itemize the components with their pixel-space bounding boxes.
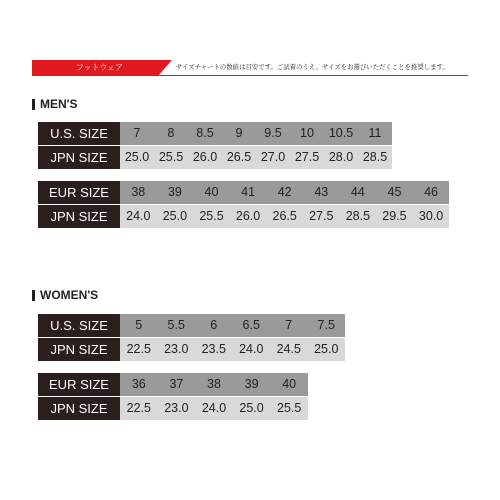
size-cell: 25.5 — [158, 150, 184, 164]
womens-label: WOMEN'S — [40, 288, 99, 302]
womens-section-title — [32, 288, 98, 302]
size-cell: 37 — [169, 377, 184, 391]
size-cell: 25.0 — [239, 401, 264, 415]
row-values — [120, 397, 308, 420]
size-disclaimer: サイズチャートの数値は目安です。ご試着のうえ、サイズをお選びいただくことを推奨します。 — [176, 63, 449, 71]
size-cell: 5 — [135, 318, 143, 332]
mens-label: MEN'S — [40, 97, 78, 111]
size-row — [38, 314, 345, 337]
size-cell: 26.5 — [226, 150, 252, 164]
size-cell: 29.5 — [382, 209, 407, 223]
size-cell: 39 — [244, 377, 259, 391]
size-cell: 27.5 — [309, 209, 334, 223]
row-values — [120, 314, 345, 337]
size-cell: 25.0 — [314, 342, 339, 356]
row-values — [120, 338, 345, 361]
row-header: U.S. SIZE — [38, 314, 120, 337]
row-header: EUR SIZE — [38, 181, 120, 204]
size-cell: 26.0 — [235, 209, 261, 223]
size-cell: 25.0 — [162, 209, 188, 223]
mens-section-title — [32, 97, 78, 111]
size-cell: 26.5 — [272, 209, 297, 223]
category-header — [32, 60, 468, 76]
row-header: JPN SIZE — [38, 146, 120, 169]
size-cell: 26.0 — [192, 150, 218, 164]
womens-us-size-table — [38, 314, 345, 361]
size-cell: 44 — [350, 185, 365, 199]
size-cell: 8 — [167, 126, 175, 140]
size-cell: 23.0 — [164, 401, 189, 415]
size-cell: 24.0 — [201, 401, 227, 415]
size-cell: 25.5 — [277, 401, 302, 415]
size-cell: 10.5 — [328, 126, 354, 140]
size-cell: 42 — [277, 185, 292, 199]
size-cell: 9.5 — [264, 126, 282, 140]
size-cell: 43 — [314, 185, 329, 199]
size-cell: 10 — [300, 126, 314, 140]
size-cell: 11 — [368, 126, 382, 140]
size-cell: 30.0 — [418, 209, 444, 223]
size-cell: 23.5 — [201, 342, 226, 356]
size-cell: 46 — [424, 185, 438, 199]
size-row — [38, 146, 392, 169]
size-cell: 27.5 — [294, 150, 320, 164]
size-cell: 45 — [387, 185, 402, 199]
size-cell: 24.0 — [239, 342, 264, 356]
row-header: U.S. SIZE — [38, 122, 120, 145]
row-header: JPN SIZE — [38, 205, 120, 228]
size-cell: 22.5 — [126, 401, 151, 415]
row-values — [120, 122, 392, 145]
size-cell: 28.0 — [328, 150, 354, 164]
mens-us-size-table — [38, 122, 392, 169]
size-cell: 24.0 — [126, 209, 151, 223]
size-cell: 7.5 — [317, 318, 335, 332]
size-cell: 7 — [133, 126, 141, 140]
size-row — [38, 373, 308, 396]
section-marker — [32, 290, 35, 301]
size-row — [38, 205, 449, 228]
size-cell: 38 — [131, 185, 146, 199]
mens-eur-size-table — [38, 181, 449, 228]
size-cell: 7 — [285, 318, 293, 332]
size-row — [38, 397, 308, 420]
size-cell: 9 — [235, 126, 243, 140]
size-cell: 25.5 — [199, 209, 224, 223]
size-cell: 39 — [167, 185, 182, 199]
row-header: JPN SIZE — [38, 338, 120, 361]
size-cell: 8.5 — [196, 126, 214, 140]
category-tab: フットウェア — [32, 60, 158, 76]
size-cell: 6 — [210, 318, 218, 332]
size-cell: 5.5 — [167, 318, 185, 332]
header-divider — [158, 75, 468, 76]
size-row — [38, 181, 449, 204]
size-cell: 38 — [207, 377, 221, 391]
size-cell: 28.5 — [345, 209, 371, 223]
size-cell: 40 — [204, 185, 219, 199]
size-cell: 23.0 — [164, 342, 189, 356]
row-header: JPN SIZE — [38, 397, 120, 420]
size-cell: 27.0 — [260, 150, 286, 164]
womens-eur-size-table — [38, 373, 308, 420]
size-cell: 22.5 — [126, 342, 151, 356]
size-cell: 25.0 — [124, 150, 150, 164]
row-values — [120, 205, 449, 228]
row-values — [120, 181, 449, 204]
size-cell: 41 — [241, 185, 256, 199]
size-row — [38, 338, 345, 361]
row-header: EUR SIZE — [38, 373, 120, 396]
size-cell: 6.5 — [242, 318, 260, 332]
row-values — [120, 146, 392, 169]
size-cell: 28.5 — [362, 150, 388, 164]
size-cell: 24.5 — [276, 342, 301, 356]
section-marker — [32, 99, 35, 110]
row-values — [120, 373, 308, 396]
size-row — [38, 122, 392, 145]
size-cell: 40 — [282, 377, 297, 391]
size-cell: 36 — [131, 377, 146, 391]
